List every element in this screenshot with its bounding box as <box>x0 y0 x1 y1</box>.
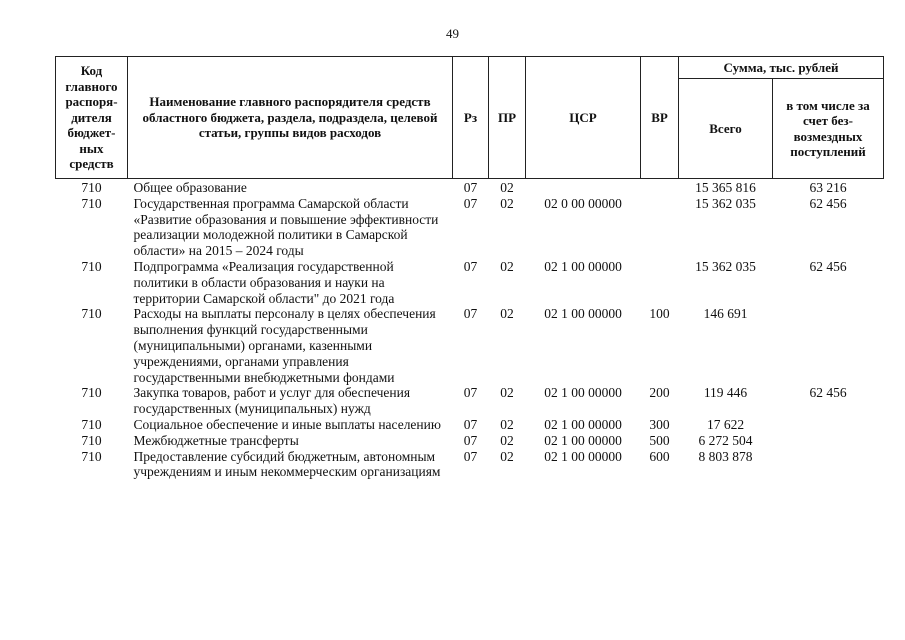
cell-csr <box>526 179 641 196</box>
table-row <box>56 449 884 481</box>
cell-pr: 02 <box>500 432 514 448</box>
cell-rz: 07 <box>463 385 478 401</box>
cell-name: Расходы на выплаты персоналу в целях обеспечения выполнения функций государственными (муниципальными) органами, казенными учреждениями, органами управления государственными внебюджетными фондами <box>133 306 436 385</box>
cell-name: Подпрограмма «Реализация государственной политики в области образования и науки на территории Самарской области" до 2021 года <box>133 258 395 306</box>
cell-rz: 07 <box>463 432 478 448</box>
cell-code: 710 <box>81 448 102 464</box>
cell-name: Государственная программа Самарской области «Развитие образования и повышение эффективности реализации молодежной политики в Самарской области» на 2015 – 2024 годы <box>133 195 439 259</box>
cell-csr: 02 1 00 00000 <box>544 416 622 432</box>
cell-code: 710 <box>81 385 102 401</box>
header-vr: ВР <box>641 57 679 179</box>
cell-code: 710 <box>81 195 102 211</box>
cell-code: 710 <box>81 306 102 322</box>
header-name: Наименование главного распорядителя средств областного бюджета, раздела, подраздела, целевой статьи, группы видов расходов <box>128 57 453 179</box>
cell-rz: 07 <box>463 195 478 211</box>
cell-pr: 02 <box>500 306 514 322</box>
cell-rz: 07 <box>463 306 478 322</box>
table-header <box>56 57 884 179</box>
cell-name: Социальное обеспечение и иные выплаты населению <box>133 416 441 432</box>
table-row <box>56 259 884 306</box>
table-row <box>56 433 884 449</box>
cell-grants <box>773 433 884 449</box>
cell-rz: 07 <box>463 448 478 464</box>
cell-total: 146 691 <box>703 306 748 322</box>
cell-pr: 02 <box>500 258 514 274</box>
cell-csr: 02 1 00 00000 <box>544 448 622 464</box>
cell-code: 710 <box>81 180 102 195</box>
header-rz: Рз <box>453 57 489 179</box>
header-grants: в том числе за счет без-возмездных поступлений <box>773 79 884 179</box>
cell-grants <box>773 306 884 385</box>
cell-grants: 62 456 <box>809 385 847 401</box>
page-number: 49 <box>446 26 459 41</box>
header-total: Всего <box>679 79 773 179</box>
table-body <box>56 179 884 481</box>
cell-rz: 07 <box>463 258 478 274</box>
cell-grants <box>773 417 884 433</box>
cell-vr: 600 <box>649 448 670 464</box>
cell-total: 15 362 035 <box>695 195 756 211</box>
cell-total: 8 803 878 <box>698 448 753 464</box>
cell-pr: 02 <box>500 385 514 401</box>
cell-grants: 62 456 <box>809 195 847 211</box>
cell-pr: 02 <box>500 195 514 211</box>
header-sum: Сумма, тыс. рублей <box>679 57 884 79</box>
header-csr: ЦСР <box>526 57 641 179</box>
table-row <box>56 385 884 417</box>
cell-total: 15 365 816 <box>695 180 756 195</box>
cell-rz: 07 <box>463 416 478 432</box>
cell-pr: 02 <box>500 416 514 432</box>
cell-total: 17 622 <box>706 416 745 432</box>
cell-total: 6 272 504 <box>698 432 753 448</box>
cell-grants: 63 216 <box>809 180 847 195</box>
cell-csr: 02 1 00 00000 <box>544 385 622 401</box>
cell-vr: 200 <box>649 385 670 401</box>
cell-vr: 500 <box>649 432 670 448</box>
cell-code: 710 <box>81 416 102 432</box>
cell-csr: 02 1 00 00000 <box>544 258 622 274</box>
cell-pr: 02 <box>500 448 514 464</box>
table-row <box>56 417 884 433</box>
table-row <box>56 196 884 259</box>
cell-csr: 02 1 00 00000 <box>544 306 622 322</box>
cell-vr: 100 <box>649 306 670 322</box>
header-code: Код главного распоря-дителя бюджет-ных средств <box>56 57 128 179</box>
cell-vr <box>641 196 679 259</box>
cell-pr: 02 <box>500 180 514 195</box>
budget-table <box>55 56 884 480</box>
cell-grants: 62 456 <box>809 258 847 274</box>
cell-name: Межбюджетные трансферты <box>133 432 299 448</box>
cell-vr: 300 <box>649 416 670 432</box>
cell-code: 710 <box>81 432 102 448</box>
cell-grants <box>773 449 884 481</box>
cell-csr: 02 0 00 00000 <box>544 195 622 211</box>
cell-code: 710 <box>81 258 102 274</box>
table-row <box>56 306 884 385</box>
cell-vr <box>641 179 679 196</box>
header-pr: ПР <box>489 57 526 179</box>
cell-total: 15 362 035 <box>695 258 756 274</box>
cell-total: 119 446 <box>703 385 748 401</box>
cell-vr <box>641 259 679 306</box>
cell-rz: 07 <box>463 180 478 195</box>
table-row <box>56 179 884 196</box>
cell-name: Закупка товаров, работ и услуг для обеспечения государственных (муниципальных) нужд <box>133 385 411 417</box>
cell-name: Предоставление субсидий бюджетным, автономным учреждениям и иным некоммерческим организациям <box>133 448 441 480</box>
cell-name: Общее образование <box>133 180 247 195</box>
cell-csr: 02 1 00 00000 <box>544 432 622 448</box>
